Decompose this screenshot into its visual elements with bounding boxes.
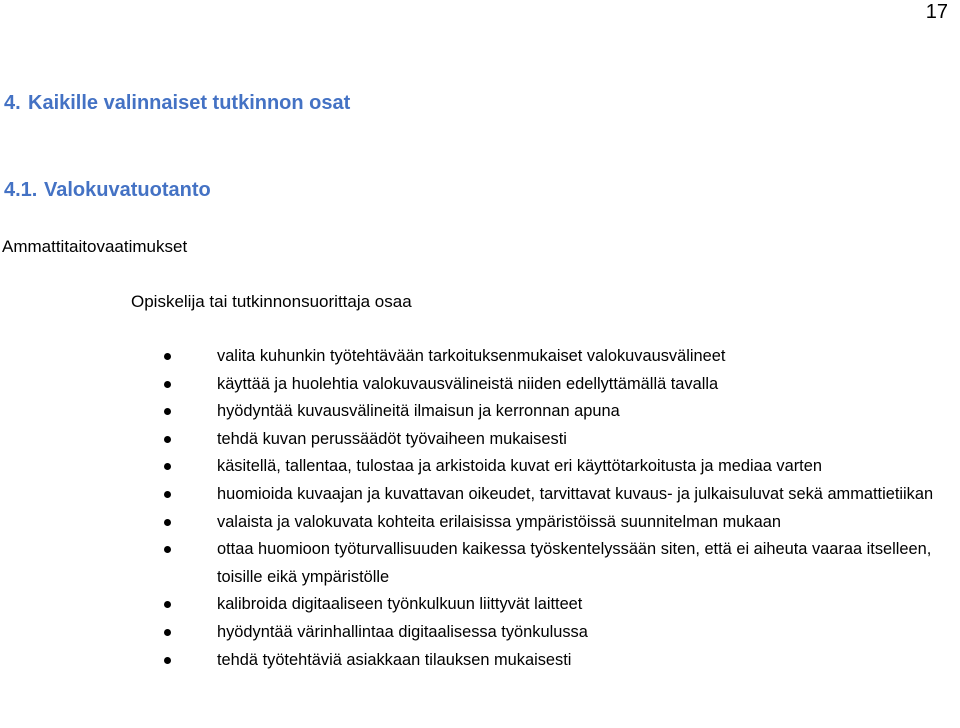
- list-item: [0, 536, 949, 591]
- list-item-text: ottaa huomioon työturvallisuuden kaikessa työskentelyssään siten, että ei aiheuta vaaraa itselleen, toisille eikä ympäristölle: [217, 540, 932, 586]
- list-item-text: tehdä kuvan perussäädöt työvaiheen mukaisesti: [217, 429, 567, 448]
- list-item-text: tehdä työtehtäviä asiakkaan tilauksen mukaisesti: [217, 650, 572, 669]
- list-item: [0, 647, 949, 675]
- list-item-text: valaista ja valokuvata kohteita erilaisissa ympäristöissä suunnitelman mukaan: [217, 512, 781, 531]
- subsection-title: Valokuvatuotanto: [44, 179, 211, 201]
- bullet-icon: [164, 408, 171, 415]
- list-item-text: käsitellä, tallentaa, tulostaa ja arkistoida kuvat eri käyttötarkoitusta ja mediaa varten: [217, 457, 822, 476]
- section-heading: [4, 90, 350, 116]
- requirements-heading: Ammattitaitovaatimukset: [2, 237, 188, 256]
- subsection-number: 4.1.: [4, 179, 38, 201]
- list-item-text: käyttää ja huolehtia valokuvausvälineistä niiden edellyttämällä tavalla: [217, 374, 719, 393]
- bullet-icon: [164, 381, 171, 388]
- list-item-text: valita kuhunkin työtehtävään tarkoituksenmukaiset valokuvausvälineet: [217, 347, 726, 365]
- list-item-text: hyödyntää kuvausvälineitä ilmaisun ja kerronnan apuna: [217, 402, 620, 421]
- bullet-icon: [164, 463, 171, 470]
- bullet-icon: [164, 601, 171, 608]
- intro-text: Opiskelija tai tutkinnonsuorittaja osaa: [131, 292, 412, 311]
- bullet-icon: [164, 436, 171, 443]
- list-item: [0, 453, 949, 481]
- section-number: 4.: [4, 92, 21, 114]
- bullet-icon: [164, 546, 171, 553]
- list-item-text: hyödyntää värinhallintaa digitaalisessa työnkulussa: [217, 622, 588, 641]
- list-item: [0, 481, 949, 509]
- list-item: [0, 509, 949, 537]
- bullet-icon: [164, 657, 171, 664]
- section-title: Kaikille valinnaiset tutkinnon osat: [28, 92, 351, 114]
- bullet-icon: [164, 519, 171, 526]
- list-item-text: kalibroida digitaaliseen työnkulkuun liittyvät laitteet: [217, 595, 583, 614]
- subsection-heading: [4, 177, 211, 203]
- list-item: [0, 591, 949, 619]
- page-number: 17: [925, 1, 948, 23]
- list-item: [0, 343, 949, 371]
- list-item: [0, 371, 949, 399]
- requirements-list: [0, 343, 960, 674]
- list-item: [0, 619, 949, 647]
- list-item: [0, 398, 949, 426]
- list-item: [0, 426, 949, 454]
- list-item-text: huomioida kuvaajan ja kuvattavan oikeudet, tarvittavat kuvaus- ja julkaisuluvat sekä ammattietiikan: [217, 484, 934, 503]
- bullet-icon: [164, 353, 171, 360]
- bullet-icon: [164, 629, 171, 636]
- bullet-icon: [164, 491, 171, 498]
